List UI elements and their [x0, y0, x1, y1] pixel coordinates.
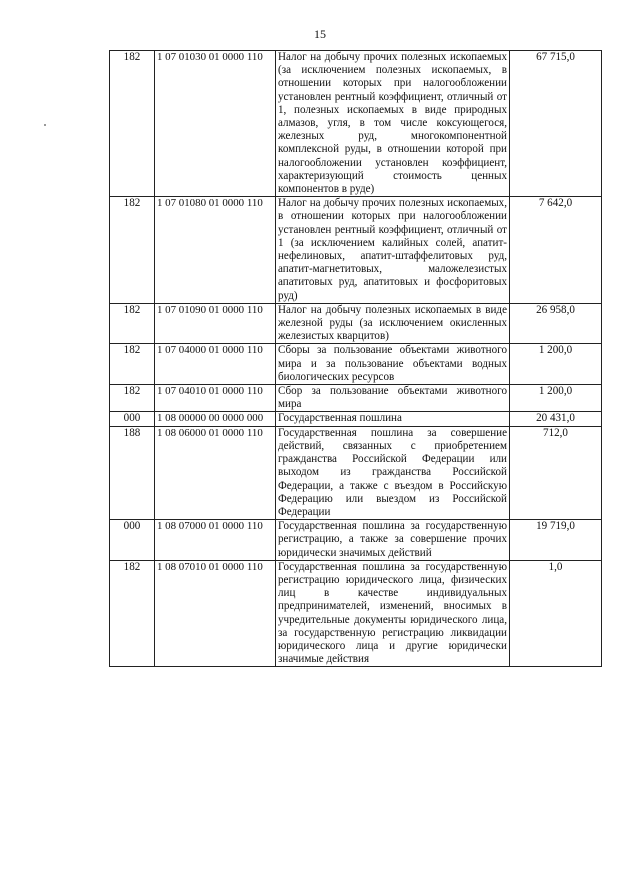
table-row	[110, 426, 602, 519]
amount-cell: 26 958,0	[510, 303, 602, 344]
admin-code-cell: 000	[110, 412, 155, 426]
page-number: 15	[314, 27, 326, 41]
revenue-name-cell: Государственная пошлина	[276, 412, 510, 426]
kbk-code-cell: 1 08 06000 01 0000 110	[155, 426, 276, 519]
amount-cell: 712,0	[510, 426, 602, 519]
revenue-name-cell: Государственная пошлина за государственную регистрацию, а также за совершение прочих юридически значимых действий	[276, 520, 510, 561]
admin-code-cell: 182	[110, 385, 155, 412]
amount-cell: 1 200,0	[510, 385, 602, 412]
revenue-name-cell: Сбор за пользование объектами животного мира	[276, 385, 510, 412]
admin-code-cell: 182	[110, 303, 155, 344]
kbk-code-cell: 1 08 07010 01 0000 110	[155, 560, 276, 667]
kbk-code-cell: 1 07 04010 01 0000 110	[155, 385, 276, 412]
amount-cell: 20 431,0	[510, 412, 602, 426]
revenue-name-cell: Государственная пошлина за государственную регистрацию юридического лица, физических лиц в качестве индивидуальных предпринимателей, изменений, вносимых в учредительные документы юридического лица, за государственную регистрацию ликвидации юридического лица и другие юридически значимые действия	[276, 560, 510, 667]
revenue-name-cell: Государственная пошлина за совершение действий, связанных с приобретением гражданства Российской Федерации или выходом из гражданства Российской Федерации, а также с въездом в Российскую Федерацию или выездом из Российской Федерации	[276, 426, 510, 519]
kbk-code-cell: 1 08 07000 01 0000 110	[155, 520, 276, 561]
revenue-name-cell: Налог на добычу прочих полезных ископаемых (за исключением полезных ископаемых, в отношении которых при налогообложении установлен рентный коэффициент, отличный от 1, полезных ископаемых в виде природных алмазов, угля, в том числе коксующегося, железных руд, многокомпонентной комплексной руды, в отношении которой при налогообложении установлен коэффициент, характеризующий стоимость ценных компонентов в руде)	[276, 51, 510, 197]
admin-code-cell: 182	[110, 51, 155, 197]
admin-code-cell: 188	[110, 426, 155, 519]
amount-cell: 67 715,0	[510, 51, 602, 197]
table-row	[110, 520, 602, 561]
admin-code-cell: 182	[110, 560, 155, 667]
admin-code-cell: 182	[110, 197, 155, 304]
amount-cell: 7 642,0	[510, 197, 602, 304]
kbk-code-cell: 1 07 01090 01 0000 110	[155, 303, 276, 344]
kbk-code-cell: 1 07 01080 01 0000 110	[155, 197, 276, 304]
table-row	[110, 412, 602, 426]
kbk-code-cell: 1 07 04000 01 0000 110	[155, 344, 276, 385]
table-row	[110, 344, 602, 385]
amount-cell: 1,0	[510, 560, 602, 667]
scan-speck	[44, 124, 46, 126]
table-row	[110, 51, 602, 197]
admin-code-cell: 182	[110, 344, 155, 385]
admin-code-cell: 000	[110, 520, 155, 561]
revenue-name-cell: Налог на добычу полезных ископаемых в виде железной руды (за исключением окисленных железистых кварцитов)	[276, 303, 510, 344]
amount-cell: 19 719,0	[510, 520, 602, 561]
revenue-name-cell: Сборы за пользование объектами животного мира и за пользование объектами водных биологических ресурсов	[276, 344, 510, 385]
kbk-code-cell: 1 07 01030 01 0000 110	[155, 51, 276, 197]
kbk-code-cell: 1 08 00000 00 0000 000	[155, 412, 276, 426]
table-row	[110, 197, 602, 304]
table-row	[110, 303, 602, 344]
table-row	[110, 385, 602, 412]
table-row	[110, 560, 602, 667]
revenue-name-cell: Налог на добычу прочих полезных ископаемых, в отношении которых при налогообложении установлен рентный коэффициент, отличный от 1 (за исключением калийных солей, апатит-нефелиновых, апатит-штаффелитовых руд, апатит-магнетитовых, маложелезистых апатитовых руд, апатитовых и фосфоритовых руд)	[276, 197, 510, 304]
amount-cell: 1 200,0	[510, 344, 602, 385]
revenue-table	[109, 50, 602, 667]
